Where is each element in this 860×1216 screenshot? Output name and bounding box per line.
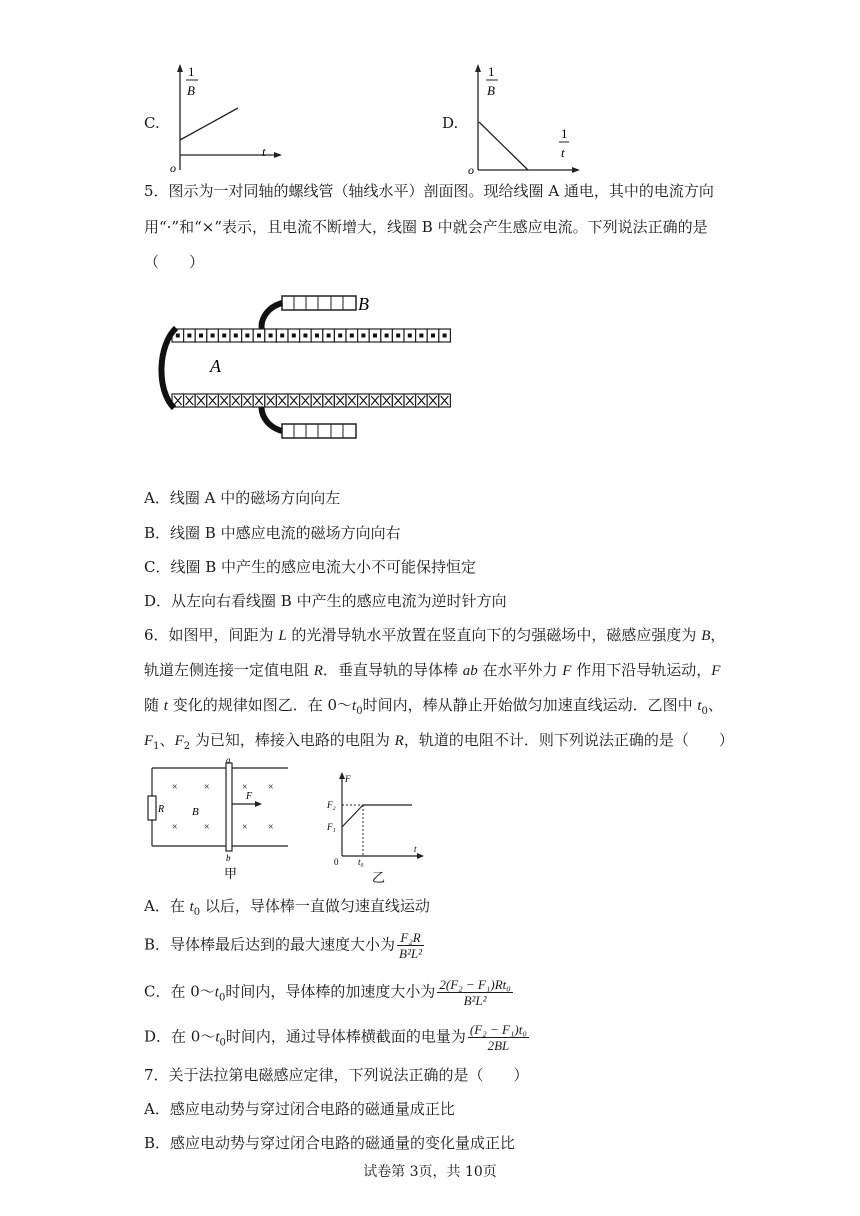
svg-text:×: × [242,782,248,793]
q5-option-c: C．线圈 B 中产生的感应电流大小不可能保持恒定 [144,558,477,576]
coil-a-bottom [172,394,450,407]
q7-option-a: A．感应电动势与穿过闭合电路的磁通量成正比 [144,1100,455,1118]
fraction-c: $\frac{\text{2(F₂ − F₁)Rt₀}}{\text{B²L²}}$ [439,977,511,1008]
svg-text:×: × [172,822,178,833]
q7-stem: 7．关于法拉第电磁感应定律，下列说法正确的是（ ） [144,1066,529,1084]
q5-option-b: B．线圈 B 中感应电流的磁场方向向右 [144,524,401,542]
q6-option-b: B．导体棒最后达到的最大速度大小为 $\frac{\text{F₂R}}{\text{B²L²}}$ [144,930,422,961]
coil-b-top [282,296,356,310]
coil-a-top [172,329,450,342]
option-d-label: D. [442,114,459,132]
graph-d-y-num: 1 [488,64,495,79]
graph-d-x-num: 1 [561,126,568,141]
svg-text:F₁: F₁ [327,822,336,832]
figure-jia [140,758,300,880]
svg-text:a: a [226,758,231,765]
svg-text:0: 0 [334,857,339,867]
figure-yi [320,770,430,886]
svg-text:F₂: F₂ [327,800,336,810]
q6-stem-line3: 随 t 变化的规律如图乙．在 $0\sim t_0$时间内，棒从静止开始做匀加速直线运动．乙图中 $t_0$、 [144,696,723,717]
graph-c-y-num: 1 [188,64,195,79]
svg-text:×: × [268,822,274,833]
svg-text:F: F [246,791,253,802]
q6-stem-line1: 6．如图甲，间距为 L 的光滑导轨水平放置在竖直向下的匀强磁场中，磁感应强度为 B， [144,626,726,644]
q7-option-b: B．感应电动势与穿过闭合电路的磁通量的变化量成正比 [144,1134,516,1152]
q5-stem-line1: 5．图示为一对同轴的螺线管（轴线水平）剖面图。现给线圈 A 通电，其中的电流方向 [144,182,714,200]
svg-text:t: t [414,844,417,854]
q6-stem-line4: $F_1$、$F_2$ 为已知，棒接入电路的电阻为 R，轨道的电阻不计．则下列说法正确的是（ ） [144,731,734,752]
graph-c-y-den: B [187,83,195,98]
label-b: B [358,294,369,314]
svg-text:F: F [345,774,351,784]
q5-option-a: A．线圈 A 中的磁场方向向左 [144,489,341,507]
q5-option-d: D．从左向右看线圈 B 中产生的感应电流为逆时针方向 [144,592,507,610]
svg-text:t₀: t₀ [358,857,364,867]
svg-text:B: B [192,806,199,818]
graph-c-origin: o [170,161,176,175]
graph-d [464,62,584,178]
q5-stem-line2: 用“·”和“×”表示，且电流不断增大，线圈 B 中就会产生感应电流。下列说法正确的是 [144,218,708,236]
coil-b-bottom [282,424,356,438]
q5-stem-line3: （ ） [144,253,205,271]
graph-d-y-den: B [487,83,495,98]
q6-option-a: A．在 $t_0$ 以后，导体棒一直做匀速直线运动 [144,897,430,918]
svg-text:×: × [268,782,274,793]
svg-text:b: b [226,853,231,863]
q6-option-c: C．在 $0\sim t_0$时间内，导体棒的加速度大小为 $\frac{\text{2(F₂ − F₁)Rt₀}}{\text{B²L²}}$ [144,977,511,1008]
caption-yi: 乙 [372,870,386,885]
label-a: A [210,356,221,376]
page-footer: 试卷第 3页，共 10页 [363,1164,497,1180]
svg-text:×: × [242,822,248,833]
graph-c-x-label: t [262,144,266,159]
option-c-label: C. [144,114,160,132]
q6-option-d: D．在 $0\sim t_0$时间内，通过导体棒横截面的电量为 $\frac{\text{(F₂ − F₁)t₀}}{2BL}$ [144,1022,527,1053]
graph-d-x-den: t [561,145,565,160]
fraction-d: $\frac{\text{(F₂ − F₁)t₀}}{2BL}$ [469,1022,527,1053]
conductor-rod [226,763,232,851]
graph-d-origin: o [468,163,474,177]
graph-c [166,62,286,178]
resistor-label: R [158,804,165,815]
resistor [148,796,156,820]
q6-stem-line2: 轨道左侧连接一定值电阻 R．垂直导轨的导体棒 ab 在水平外力 F 作用下沿导轨运动，F [144,661,721,679]
svg-text:×: × [172,782,178,793]
fraction-b: $\frac{\text{F₂R}}{\text{B²L²}}$ [399,930,422,961]
svg-text:×: × [204,822,210,833]
svg-text:×: × [204,782,210,793]
caption-jia: 甲 [224,866,238,880]
solenoid-figure [150,290,460,450]
